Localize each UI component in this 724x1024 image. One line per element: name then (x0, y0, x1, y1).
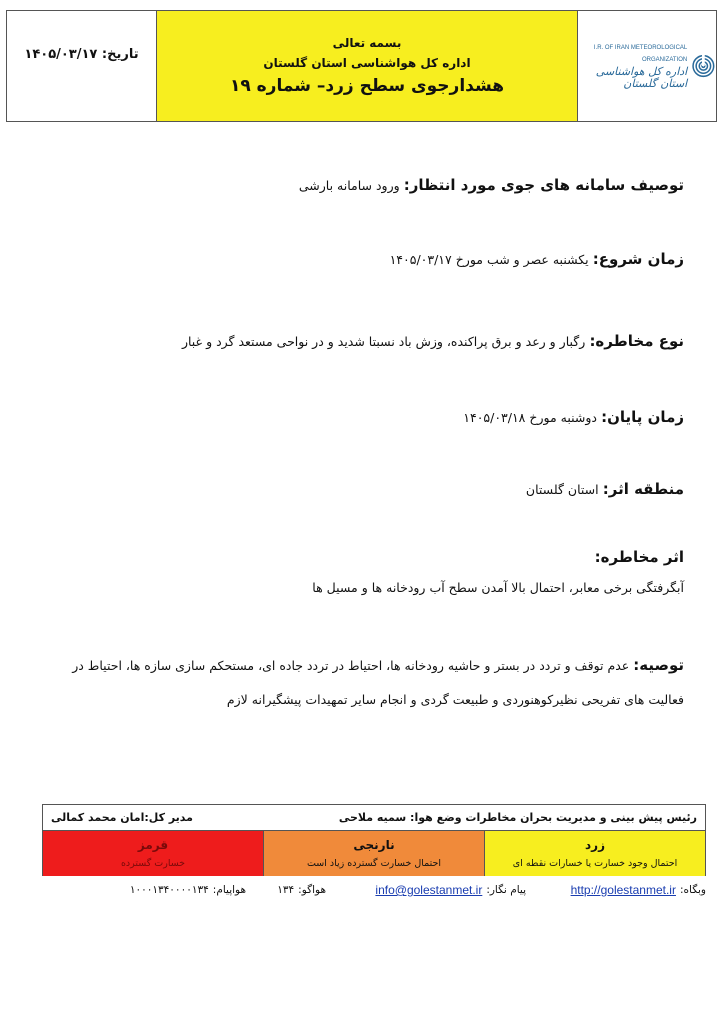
logo-text-sub: I.R. OF IRAN METEOROLOGICAL ORGANIZATION (593, 45, 688, 63)
end-label: زمان پایان: (601, 408, 684, 426)
sms-value: ۱۰۰۰۱۳۴۰۰۰۰۱۳۴ (129, 884, 209, 896)
website-item (526, 883, 706, 897)
date-value: ۱۴۰۵/۰۳/۱۷ (24, 47, 98, 62)
advice-value: عدم توقف و تردد در بستر و حاشیه رودخانه ها، احتیاط در تردد جاده ای، مستحکم سازی سازه ها، احتیاط در فعالیت های تفریحی نظیرکوهنوردی و طبیعت گردی و انجام سایر تمهیدات پیشگیرانه لازم (72, 658, 684, 707)
title-cell (157, 11, 578, 121)
end-value: دوشنبه مورخ ۱۴۰۵/۰۳/۱۸ (463, 410, 597, 425)
systems-label: توصیف سامانه های جوی مورد انتظار: (403, 176, 684, 194)
level-title: قرمز (137, 838, 169, 852)
level-description: احتمال خسارت گسترده زیاد است (306, 858, 442, 869)
level-red (43, 831, 263, 876)
sms-item (130, 884, 246, 896)
advice-section (38, 648, 684, 717)
header-table (6, 10, 717, 122)
level-title: زرد (585, 838, 605, 852)
hazard-value: رگبار و رعد و برق پراکنده، وزش باد نسبتا شدید و در نواحی مستعد گرد و غبار (181, 334, 586, 349)
date-label: تاریخ: (101, 47, 139, 62)
logo (578, 42, 716, 90)
email-item (326, 883, 526, 897)
logo-cell (578, 11, 716, 121)
level-description: خسارت گسترده (120, 858, 186, 869)
logo-text-main: اداره کل هواشناسی استان گلستان (595, 65, 688, 90)
organization-name: اداره کل هواشناسی استان گلستان (263, 56, 471, 70)
start-value: یکشنبه عصر و شب مورخ ۱۴۰۵/۰۳/۱۷ (389, 252, 589, 267)
head-of-risk: رئیس پیش بینی و مدیریت بحران مخاطرات وضع هوا: سمیه ملاحی (338, 811, 697, 824)
footer-table (42, 804, 706, 876)
advice-label: توصیه: (633, 656, 684, 674)
effect-section (312, 548, 684, 595)
date-cell (7, 11, 157, 121)
end-section (463, 408, 684, 426)
region-label: منطقه اثر: (602, 480, 684, 498)
footer-levels-row (43, 831, 705, 876)
start-label: زمان شروع: (592, 250, 684, 268)
sms-label: هواپیام: (212, 884, 246, 896)
spiral-logo-icon (691, 48, 716, 84)
contacts-row (42, 880, 706, 900)
level-yellow (484, 831, 705, 876)
hazard-section (182, 332, 684, 350)
footer-signatures-row (43, 805, 705, 831)
email-link[interactable]: info@golestanmet.ir (375, 883, 483, 897)
region-value: استان گلستان (525, 482, 599, 497)
phone-label: هواگو: (298, 884, 326, 896)
warning-title: هشدارجوی سطح زرد– شماره ۱۹ (229, 76, 505, 96)
systems-value: ورود سامانه بارشی (298, 178, 400, 193)
website-label: وبگاه: (679, 884, 706, 896)
region-section (526, 480, 684, 498)
effect-value: آبگرفتگی برخی معابر، احتمال بالا آمدن سطح آب رودخانه ها و مسیل ها (312, 580, 684, 595)
director-name: مدیر کل:امان محمد کمالی (51, 811, 193, 824)
logo-text (578, 42, 687, 90)
level-description: احتمال وجود خسارت یا خسارات نقطه ای (512, 858, 678, 869)
email-label: پیام نگار: (486, 884, 526, 896)
start-section (390, 250, 684, 268)
level-title: نارنجی (353, 838, 395, 852)
phone-value: ۱۳۴ (277, 884, 295, 896)
bismillah-line: بسمه تعالی (332, 36, 402, 50)
systems-section (299, 176, 684, 194)
phone-item (246, 884, 326, 896)
website-link[interactable]: http://golestanmet.ir (570, 883, 676, 897)
effect-label: اثر مخاطره: (594, 548, 684, 566)
level-orange (263, 831, 484, 876)
hazard-label: نوع مخاطره: (589, 332, 684, 350)
